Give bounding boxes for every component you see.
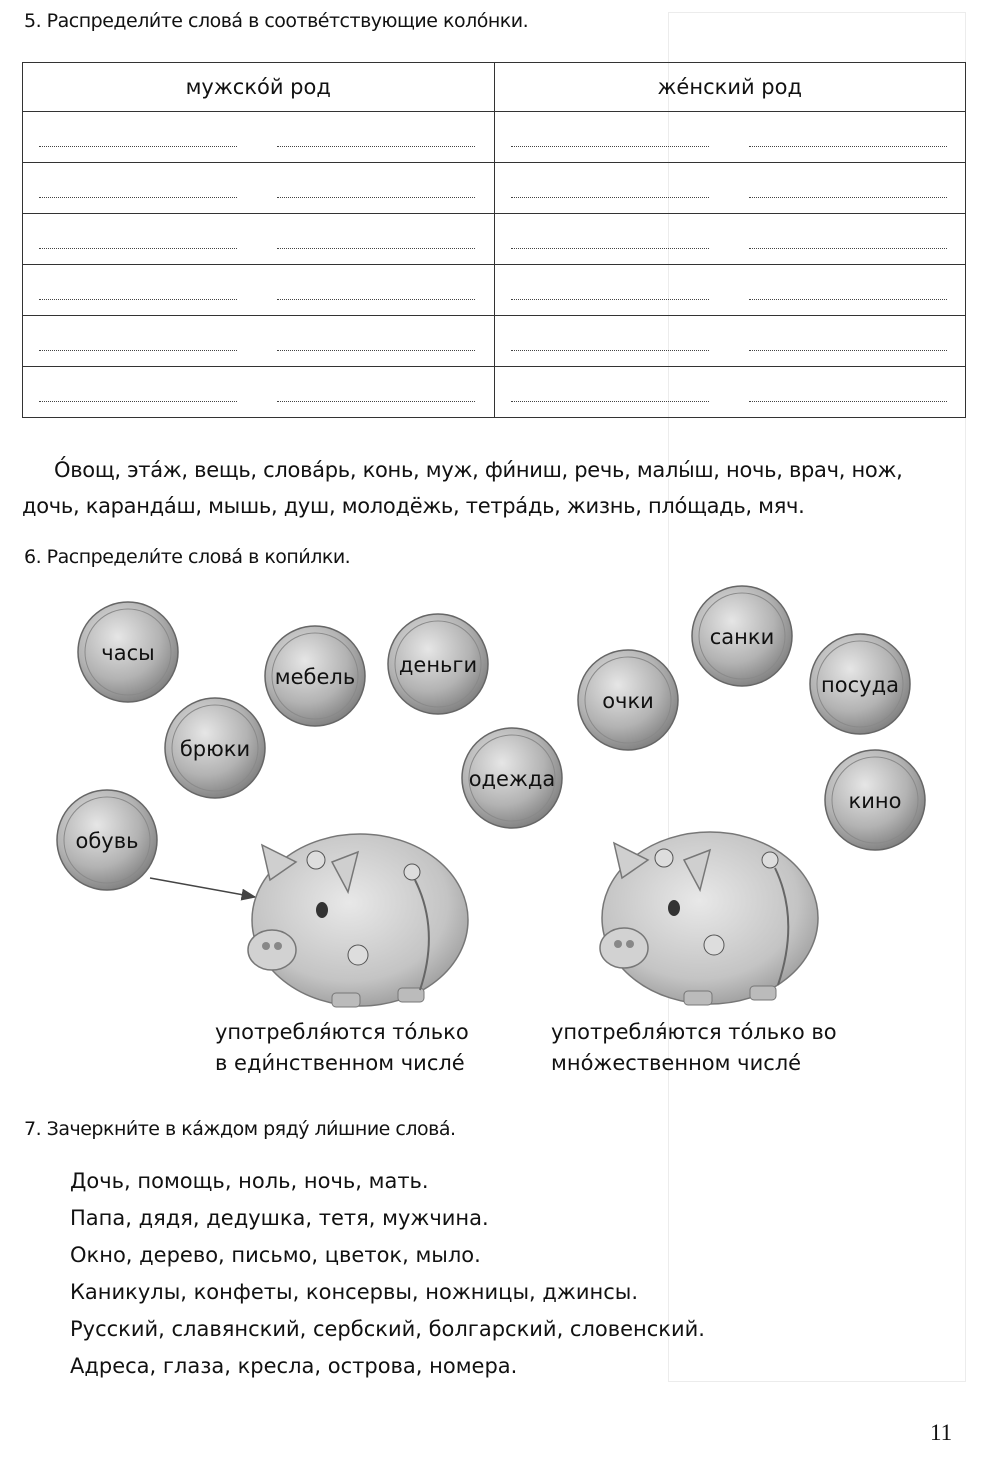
dotted-answer-line[interactable] bbox=[39, 197, 237, 198]
answer-cell-masculine bbox=[23, 163, 495, 214]
coin-4[interactable] bbox=[462, 728, 562, 828]
caption-singular-line2: в еди́нственном числе́ bbox=[215, 1051, 465, 1075]
task7-row: Дочь, помощь, ноль, ночь, мать. bbox=[70, 1169, 429, 1193]
dotted-answer-line[interactable] bbox=[511, 350, 709, 351]
column-header-masculine: мужско́й род bbox=[23, 63, 495, 112]
coin-label: одежда bbox=[468, 767, 556, 791]
caption-singular-line1: употребля́ются то́лько bbox=[215, 1020, 469, 1044]
coin-7[interactable] bbox=[692, 586, 792, 686]
arrow-line bbox=[150, 878, 255, 897]
coin-6[interactable] bbox=[578, 650, 678, 750]
piggy-bank-left-icon bbox=[248, 834, 468, 1007]
dotted-answer-line[interactable] bbox=[511, 299, 709, 300]
coin-1[interactable] bbox=[265, 626, 365, 726]
answer-cell-feminine bbox=[494, 112, 966, 163]
dotted-answer-line[interactable] bbox=[511, 401, 709, 402]
dotted-answer-line[interactable] bbox=[277, 197, 475, 198]
coin-label: часы bbox=[101, 641, 155, 665]
answer-cell-masculine bbox=[23, 265, 495, 316]
coin-8[interactable] bbox=[810, 634, 910, 734]
coin-5[interactable] bbox=[57, 790, 157, 890]
task7-row: Папа, дядя, дедушка, тетя, мужчина. bbox=[70, 1206, 489, 1230]
coin-3[interactable] bbox=[165, 698, 265, 798]
dotted-answer-line[interactable] bbox=[39, 299, 237, 300]
answer-cell-masculine bbox=[23, 367, 495, 418]
task5-heading: 5. Распредели́те слова́ в соотве́тствующие коло́нки. bbox=[24, 10, 529, 32]
piggy-bank-right-icon bbox=[600, 832, 818, 1005]
dotted-answer-line[interactable] bbox=[511, 248, 709, 249]
gender-table-body bbox=[23, 112, 966, 418]
task7-heading: 7. Зачеркни́те в ка́ждом ряду́ ли́шние слова́. bbox=[24, 1118, 456, 1140]
dotted-answer-line[interactable] bbox=[749, 197, 947, 198]
coin-9[interactable] bbox=[825, 750, 925, 850]
dotted-answer-line[interactable] bbox=[749, 401, 947, 402]
dotted-answer-line[interactable] bbox=[749, 146, 947, 147]
coin-label: брюки bbox=[179, 737, 251, 761]
caption-plural bbox=[551, 1017, 837, 1079]
dotted-answer-line[interactable] bbox=[277, 401, 475, 402]
caption-plural-line1: употребля́ются то́лько во bbox=[551, 1020, 837, 1044]
dotted-answer-line[interactable] bbox=[749, 350, 947, 351]
answer-cell-masculine bbox=[23, 112, 495, 163]
dotted-answer-line[interactable] bbox=[749, 248, 947, 249]
task7-row: Адреса, глаза, кресла, острова, номера. bbox=[70, 1354, 518, 1378]
page-number: 11 bbox=[930, 1420, 953, 1445]
dotted-answer-line[interactable] bbox=[39, 401, 237, 402]
task7-row: Окно, дерево, письмо, цветок, мыло. bbox=[70, 1243, 481, 1267]
answer-cell-feminine bbox=[494, 367, 966, 418]
dotted-answer-line[interactable] bbox=[39, 350, 237, 351]
coin-label: санки bbox=[709, 625, 775, 649]
coin-label: очки bbox=[602, 689, 654, 713]
dotted-answer-line[interactable] bbox=[277, 146, 475, 147]
task7-row: Русский, славянский, сербский, болгарский, словенский. bbox=[70, 1317, 705, 1341]
coin-0[interactable] bbox=[78, 602, 178, 702]
answer-cell-feminine bbox=[494, 316, 966, 367]
gender-table bbox=[22, 62, 966, 418]
piggy-bank-illustration bbox=[0, 580, 1000, 1020]
answer-row bbox=[23, 112, 966, 163]
task5-word-pool: О́вощ, эта́ж, вещь, слова́рь, конь, муж, фи́ниш, речь, малы́ш, ночь, врач, нож, дочь, каранда́ш, мышь, душ, молодёжь, тетра́дь, жизнь, пло́щадь, мяч. bbox=[22, 458, 903, 518]
dotted-answer-line[interactable] bbox=[511, 197, 709, 198]
coin-label: посуда bbox=[821, 673, 899, 697]
answer-cell-masculine bbox=[23, 316, 495, 367]
dotted-answer-line[interactable] bbox=[277, 299, 475, 300]
dotted-answer-line[interactable] bbox=[749, 299, 947, 300]
answer-cell-masculine bbox=[23, 214, 495, 265]
answer-row bbox=[23, 265, 966, 316]
coin-label: кино bbox=[848, 789, 902, 813]
coin-label: мебель bbox=[274, 665, 356, 689]
dotted-answer-line[interactable] bbox=[277, 248, 475, 249]
caption-singular bbox=[215, 1017, 469, 1079]
coin-label: обувь bbox=[75, 829, 139, 853]
column-header-feminine: же́нский род bbox=[494, 63, 966, 112]
coin-label: деньги bbox=[398, 653, 478, 677]
dotted-answer-line[interactable] bbox=[39, 146, 237, 147]
caption-plural-line2: мно́жественном числе́ bbox=[551, 1051, 802, 1075]
coin-2[interactable] bbox=[388, 614, 488, 714]
answer-row bbox=[23, 214, 966, 265]
dotted-answer-line[interactable] bbox=[277, 350, 475, 351]
answer-cell-feminine bbox=[494, 265, 966, 316]
dotted-answer-line[interactable] bbox=[39, 248, 237, 249]
answer-cell-feminine bbox=[494, 163, 966, 214]
answer-row bbox=[23, 367, 966, 418]
answer-cell-feminine bbox=[494, 214, 966, 265]
answer-row bbox=[23, 316, 966, 367]
dotted-answer-line[interactable] bbox=[511, 146, 709, 147]
answer-row bbox=[23, 163, 966, 214]
task7-rows bbox=[70, 1163, 705, 1385]
task7-row: Каникулы, конфеты, консервы, ножницы, джинсы. bbox=[70, 1280, 639, 1304]
task6-heading: 6. Распредели́те слова́ в копи́лки. bbox=[24, 546, 351, 568]
